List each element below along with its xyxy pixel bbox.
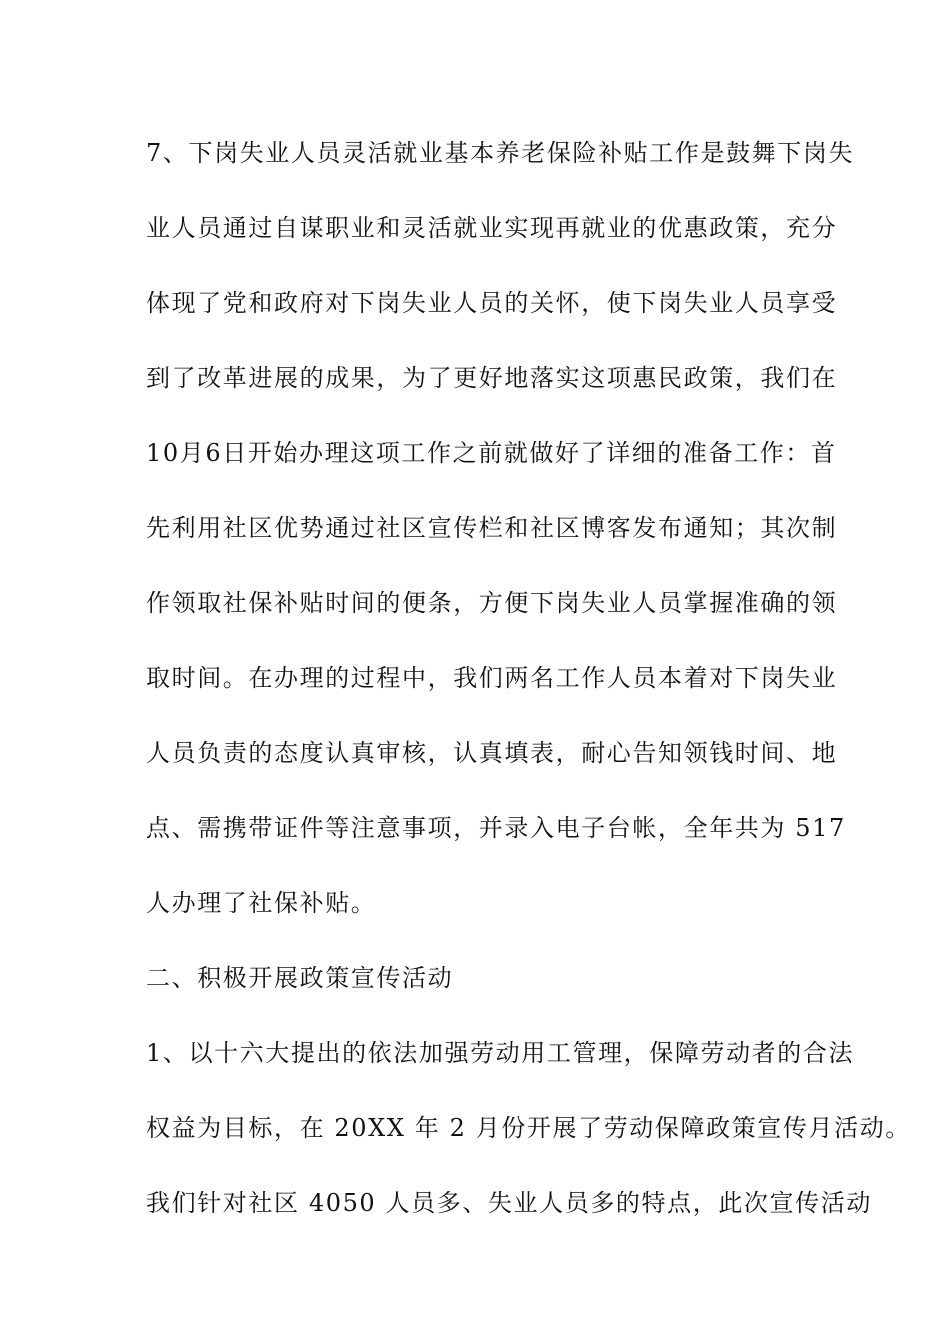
text-line-2: 业人员通过自谋职业和灵活就业实现再就业的优惠政策，充分 bbox=[146, 214, 838, 242]
section-heading: 二、积极开展政策宣传活动 bbox=[146, 964, 454, 992]
text-line-8: 取时间。在办理的过程中，我们两名工作人员本着对下岗失业 bbox=[146, 664, 838, 692]
text-line-7: 作领取社保补贴时间的便条，方便下岗失业人员掌握准确的领 bbox=[146, 589, 838, 617]
text-line-13: 1、以十六大提出的依法加强劳动用工管理，保障劳动者的合法 bbox=[146, 1039, 855, 1067]
document-body bbox=[146, 134, 911, 1259]
text-line-15: 我们针对社区 4050 人员多、失业人员多的特点，此次宣传活动 bbox=[146, 1189, 872, 1217]
text-line-5: 10月6日开始办理这项工作之前就做好了详细的准备工作：首 bbox=[146, 439, 837, 467]
text-line-1: 7、下岗失业人员灵活就业基本养老保险补贴工作是鼓舞下岗失 bbox=[146, 139, 855, 167]
text-line-9: 人员负责的态度认真审核，认真填表，耐心告知领钱时间、地 bbox=[146, 739, 838, 767]
text-line-11: 人办理了社保补贴。 bbox=[146, 889, 377, 917]
text-line-14: 权益为目标，在 20XX 年 2 月份开展了劳动保障政策宣传月活动。 bbox=[146, 1114, 911, 1142]
text-line-3: 体现了党和政府对下岗失业人员的关怀，使下岗失业人员享受 bbox=[146, 289, 838, 317]
text-line-6: 先利用社区优势通过社区宣传栏和社区博客发布通知；其次制 bbox=[146, 514, 838, 542]
text-line-4: 到了改革进展的成果，为了更好地落实这项惠民政策，我们在 bbox=[146, 364, 838, 392]
text-line-10: 点、需携带证件等注意事项，并录入电子台帐，全年共为 517 bbox=[146, 814, 846, 842]
